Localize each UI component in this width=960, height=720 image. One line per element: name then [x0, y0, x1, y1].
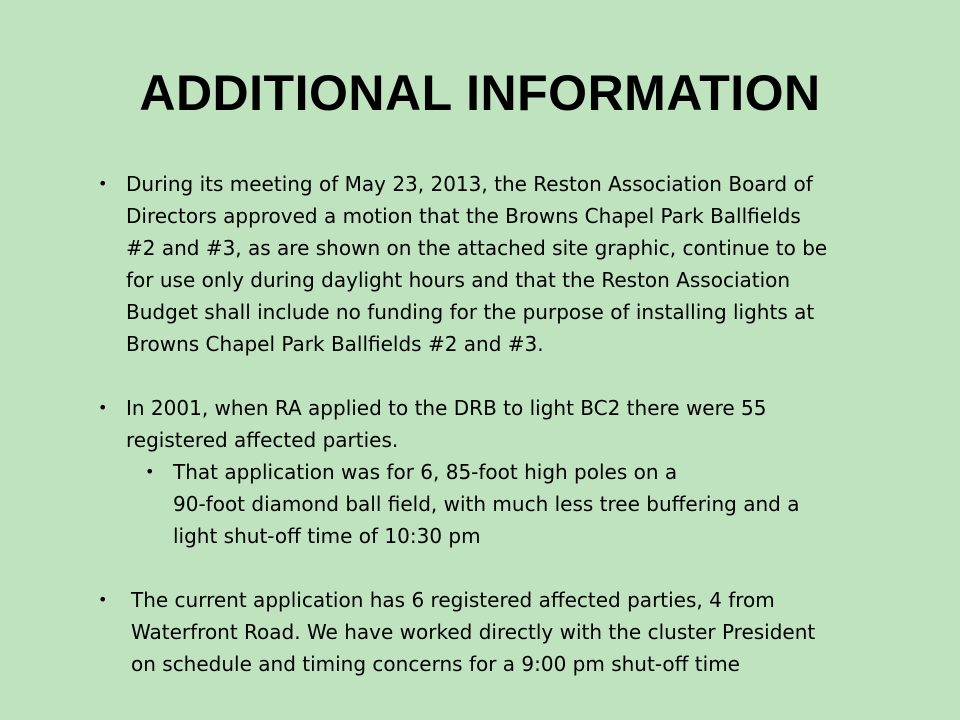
bullet-line: Waterfront Road. We have worked directly with the cluster President [131, 620, 816, 644]
bullet-line: That application was for 6, 85-foot high poles on a [173, 460, 678, 484]
bullet-current-application [98, 584, 911, 680]
bullet-dot-icon: • [98, 590, 108, 609]
bullet-line: on schedule and timing concerns for a 9:00 pm shut-off time [131, 652, 740, 676]
bullet-line: registered affected parties. [126, 428, 399, 452]
bullet-line: During its meeting of May 23, 2013, the Reston Association Board of [126, 172, 813, 196]
bullet-dot-icon: • [145, 462, 155, 481]
bullet-line: Budget shall include no funding for the purpose of installing lights at [126, 300, 815, 324]
bullet-line: for use only during daylight hours and that the Reston Association [126, 268, 791, 292]
bullet-line: Directors approved a motion that the Browns Chapel Park Ballfields [126, 204, 801, 228]
bullet-line: In 2001, when RA applied to the DRB to light BC2 there were 55 [126, 396, 767, 420]
bullet-line: 90-foot diamond ball field, with much less tree buffering and a [173, 492, 800, 516]
sub-bullet-application-details [145, 456, 873, 552]
bullet-line: The current application has 6 registered affected parties, 4 from [131, 588, 775, 612]
bullet-dot-icon: • [98, 398, 108, 417]
bullet-2001-application [98, 392, 886, 456]
bullet-text [131, 584, 911, 680]
bullet-meeting-motion [98, 168, 886, 360]
bullet-line: light shut-off time of 10:30 pm [173, 524, 481, 548]
bullet-line: Browns Chapel Park Ballfields #2 and #3. [126, 332, 544, 356]
bullet-line: #2 and #3, as are shown on the attached site graphic, continue to be [126, 236, 828, 260]
bullet-text [126, 168, 886, 360]
bullet-text [173, 456, 873, 552]
slide-title: ADDITIONAL INFORMATION [139, 65, 821, 121]
bullet-dot-icon: • [98, 174, 108, 193]
bullet-text [126, 392, 886, 456]
